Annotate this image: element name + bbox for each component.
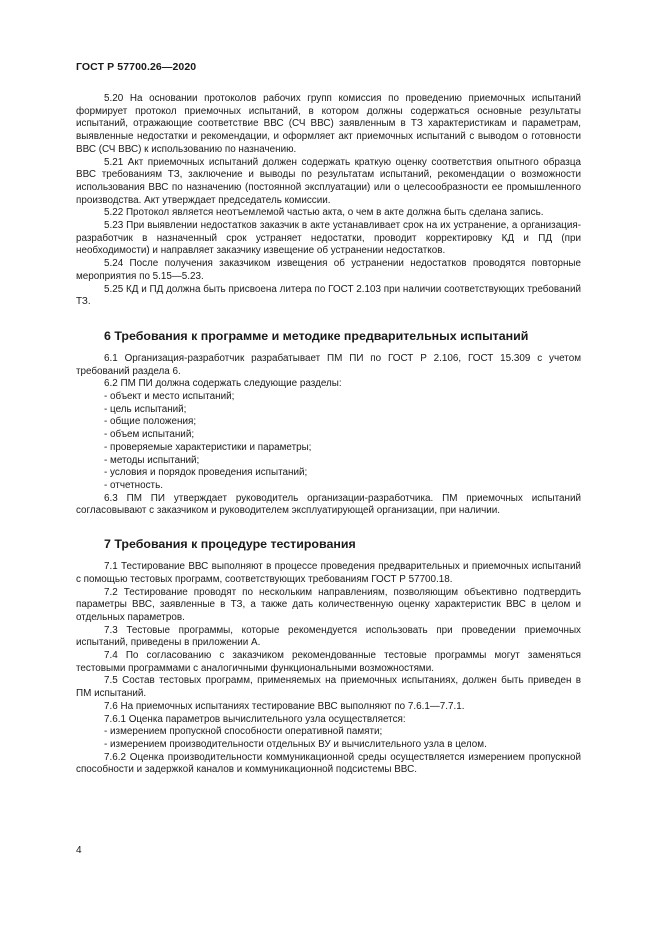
list-item: - общие положения; <box>104 416 197 428</box>
clause-6-1: 6.1 Организация-разработчик разрабатывает ПМ ПИ по ГОСТ Р 2.106, ГОСТ 15.309 с учетом требований раздела 6. <box>76 352 581 377</box>
clause-5-25: 5.25 КД и ПД должна быть присвоена литера по ГОСТ 2.103 при наличии соответствующих требований ТЗ. <box>76 283 581 308</box>
list-item: - отчетность. <box>104 479 163 491</box>
clause-6-3: 6.3 ПМ ПИ утверждает руководитель организации-разработчика. ПМ приемочных испытаний согласовывают с заказчиком и руководителем эксплуатирующей организации, при наличии. <box>76 492 581 517</box>
clause-5-23: 5.23 При выявлении недостатков заказчик в акте устанавливает срок на их устранение, а организация-разработчик в назначенный срок устраняет недостатки, проводит корректировку КД и ПД (при необходимости) и направляет заказчику извещение об устранении недостатков. <box>76 220 581 257</box>
page-number: 4 <box>76 845 82 856</box>
clause-5-21: 5.21 Акт приемочных испытаний должен содержать краткую оценку соответствия опытного образца ВВС требованиям ТЗ, заключение и выводы по результатам испытаний, рекомендации о возможности использования ВВС по назначению (постоянной эксплуатации) или о целесообразности ее промышленного производства. Акт утверждает председатель комиссии. <box>76 156 581 206</box>
page-body <box>76 93 581 777</box>
clause-5-20: 5.20 На основании протоколов рабочих групп комиссия по проведению приемочных испытаний формирует протокол приемочных испытаний, в котором должны содержаться основные результаты испытаний, отражающие соответствие ВВС (СЧ ВВС) заявленным в ТЗ характеристикам и параметрам, выявленные недостатки и рекомендации, и оформляет акт приемочных испытаний с выводом о готовности ВВС (СЧ ВВС) к использованию по назначению. <box>76 93 581 155</box>
clause-7-6-1: 7.6.1 Оценка параметров вычислительного узла осуществляется: <box>104 713 406 725</box>
list-item: - условия и порядок проведения испытаний; <box>104 467 308 479</box>
clause-7-3: 7.3 Тестовые программы, которые рекомендуется использовать при проведении приемочных испытаний, приведены в приложении А. <box>76 624 581 649</box>
clause-6-2: 6.2 ПМ ПИ должна содержать следующие разделы: <box>104 378 342 390</box>
list-item: - измерением производительности отдельных ВУ и вычислительного узла в целом. <box>104 738 487 750</box>
list-item: - проверяемые характеристики и параметры; <box>104 441 312 453</box>
clause-7-4: 7.4 По согласованию с заказчиком рекомендованные тестовые программы могут заменяться тестовыми программами с аналогичными функциональными возможностями. <box>76 650 581 674</box>
list-item: - цель испытаний; <box>104 403 187 415</box>
clause-7-5: 7.5 Состав тестовых программ, применяемых на приемочных испытаниях, должен быть приведен в ПМ испытаний. <box>76 675 581 700</box>
clause-7-6-2: 7.6.2 Оценка производительности коммуникационной среды осуществляется измерением пропускной способности и задержкой каналов и коммуникационной подсистемы ВВС. <box>76 751 581 776</box>
list-item: - объем испытаний; <box>104 429 195 441</box>
document-code-header: ГОСТ Р 57700.26—2020 <box>76 61 197 73</box>
section-7-heading: 7 Требования к процедуре тестирования <box>104 537 356 552</box>
clause-5-22: 5.22 Протокол является неотъемлемой частью акта, о чем в акте должна быть сделана запись. <box>104 207 544 219</box>
section-6-heading: 6 Требования к программе и методике предварительных испытаний <box>104 328 529 343</box>
list-item: - методы испытаний; <box>104 454 200 466</box>
clause-5-24: 5.24 После получения заказчиком извещения об устранении недостатков проводятся повторные мероприятия по 5.15—5.23. <box>76 258 581 282</box>
clause-7-2: 7.2 Тестирование проводят по нескольким направлениям, позволяющим объективно подтвердить параметры ВВС, заявленные в ТЗ, а также дать количественную оценку характеристик ВВС в целом и отдельных параметров. <box>76 586 581 623</box>
clause-7-6: 7.6 На приемочных испытаниях тестирование ВВС выполняют по 7.6.1—7.7.1. <box>104 700 465 712</box>
list-item: - измерением пропускной способности оперативной памяти; <box>104 726 383 738</box>
list-item: - объект и место испытаний; <box>104 391 235 403</box>
clause-7-1: 7.1 Тестирование ВВС выполняют в процессе проведения предварительных и приемочных испытаний с помощью тестовых программ, соответствующих требованиям ГОСТ Р 57700.18. <box>76 561 581 585</box>
